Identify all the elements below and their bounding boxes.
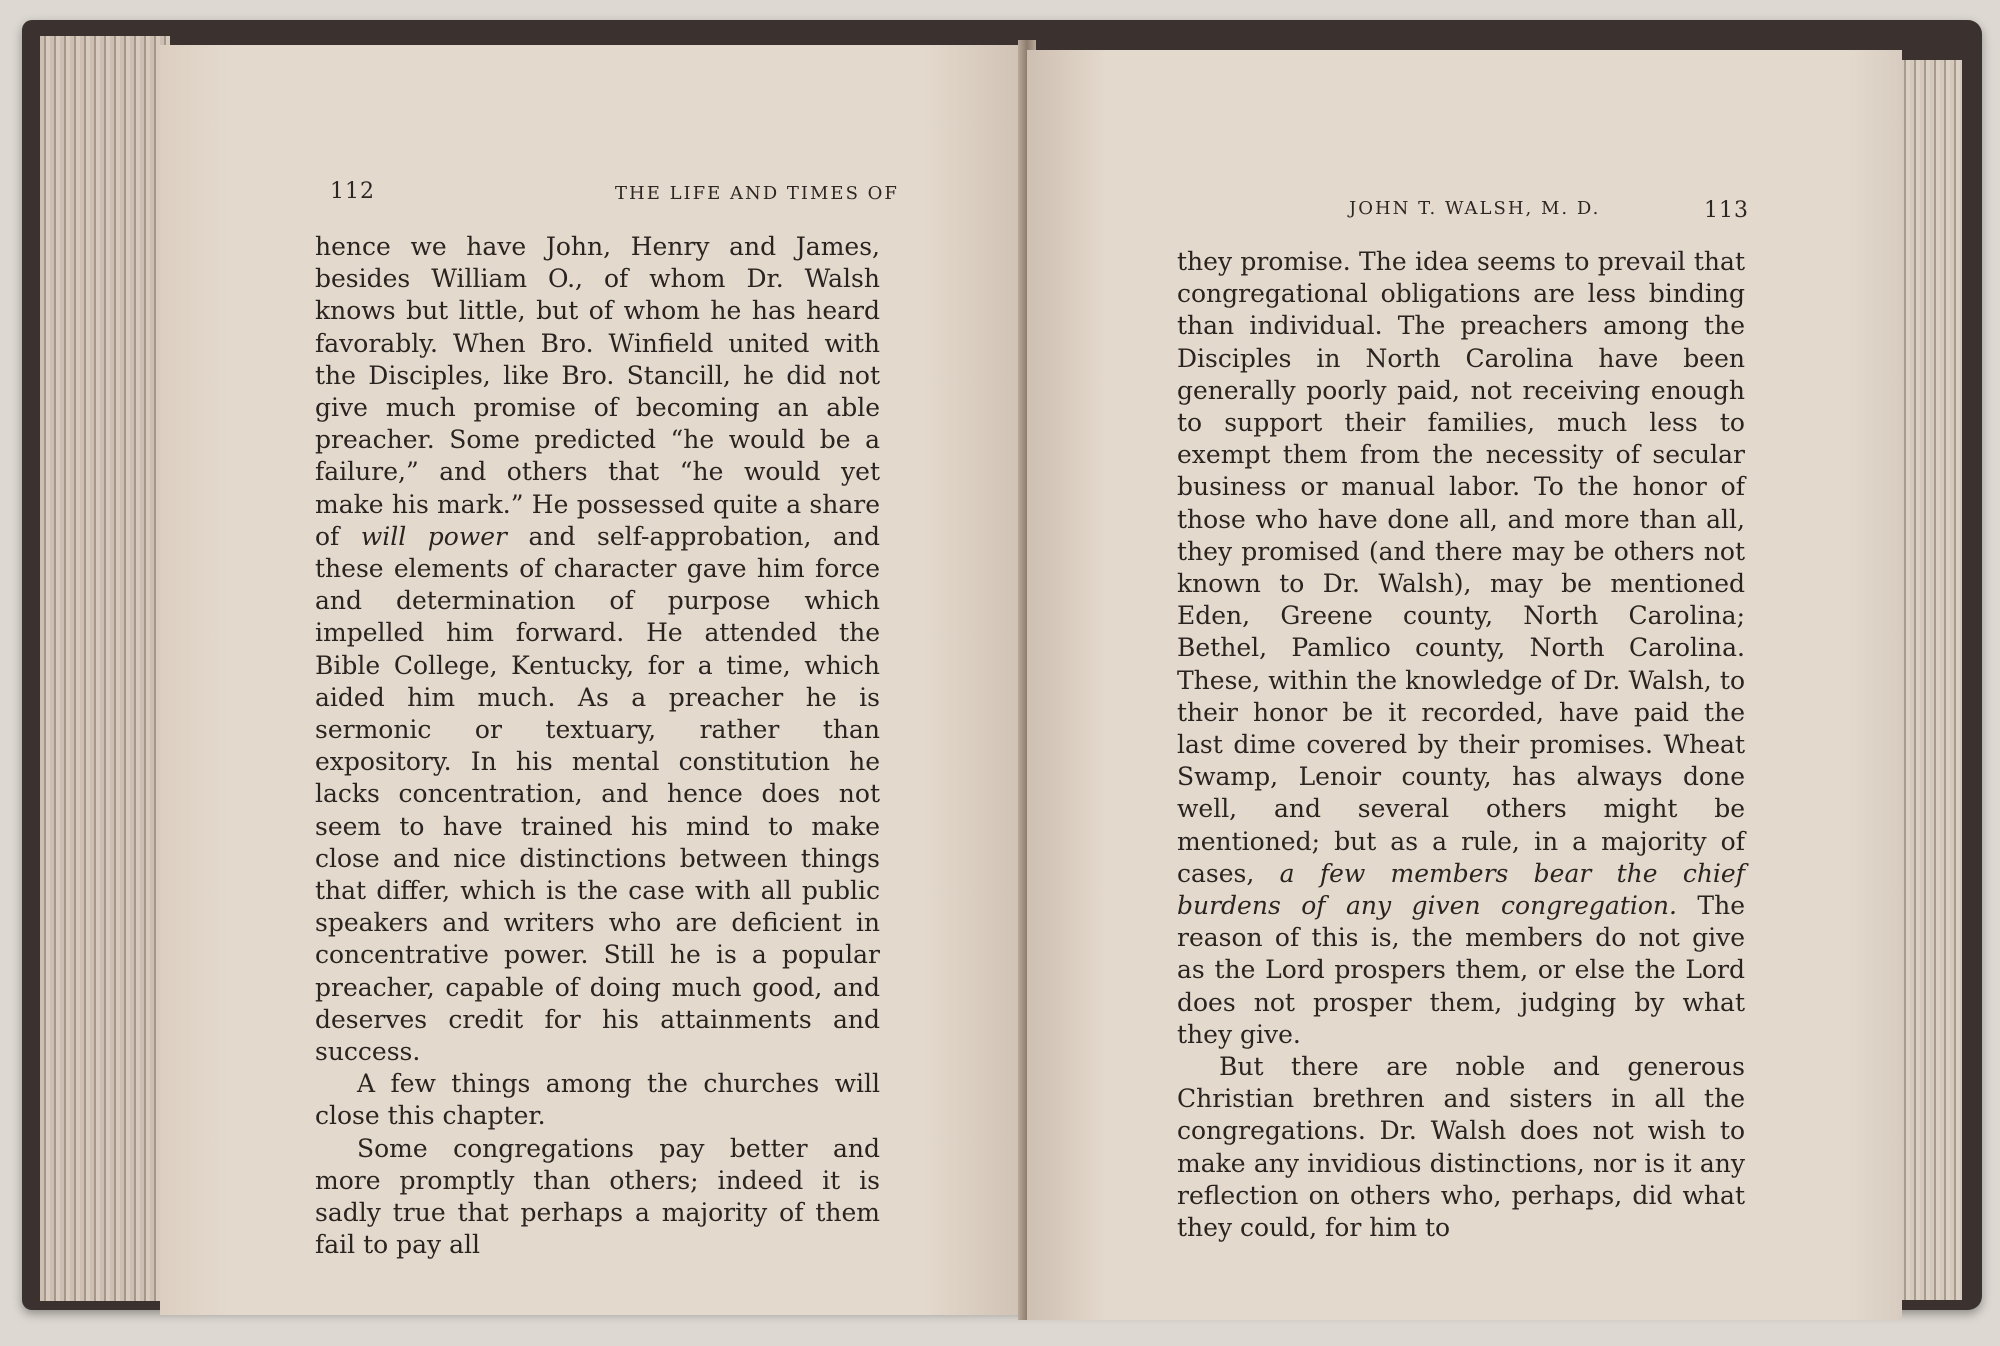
running-head [315, 183, 899, 204]
paragraph: A few things among the churches will close this chapter. [315, 1069, 880, 1131]
paragraph: But there are noble and generous Christian brethren and sisters in all the congregations. Dr. Walsh does not wish to make any invidious distinctions, nor is it any reflection on others who, perhaps, did what they could, for him to [1177, 1052, 1745, 1243]
body-text [1177, 246, 1745, 1244]
paragraph-text-rest: The reason of this is, the members do not give as the Lord prospers them, or else the Lord does not prosper them, judging by what they give. [1177, 891, 1745, 1049]
right-page [1027, 50, 1902, 1320]
page-number: 112 [330, 179, 375, 204]
paragraph [315, 231, 880, 1068]
running-head: JOHN T. WALSH, M. D. [1349, 198, 1601, 219]
body-text [315, 231, 880, 1262]
page-number: 113 [1704, 198, 1749, 223]
page-edges-left [40, 36, 170, 1301]
paragraph: Some congregations pay better and more promptly than others; indeed it is sadly true that perhaps a majority of them fail to pay all [315, 1133, 880, 1260]
paragraph-text: hence we have John, Henry and James, besides William O., of whom Dr. Walsh knows but little, but of whom he has heard favorably. When Bro. Winfield united with the Disciples, like Bro. Stancill, he did not give much promise of becoming an able preacher. Some predicted “he would be a failure,” and others that “he would yet make his mark.” He possessed quite a share of [315, 232, 880, 551]
italic-phrase: will power [360, 521, 507, 551]
left-page [160, 45, 1027, 1315]
paragraph-text-rest: and self-approbation, and these elements of character gave him force and determination of purpose which impelled him forward. He attended the Bible College, Kentucky, for a time, which aided him much. As a preacher he is sermonic or textuary, rather than expository. In his mental constitution he lacks concentration, and hence does not seem to have trained his mind to make close and nice distinctions between things that differ, which is the case with all public speakers and writers who are deficient in concentrative power. Still he is a popular preacher, capable of doing much good, and deserves credit for his attainments and success. [315, 521, 880, 1067]
page-edges-right [1900, 60, 1962, 1300]
italic-phrase: a few members bear the chief burdens of any given congregation. [1177, 858, 1745, 921]
running-head-title: THE LIFE AND TIMES OF [615, 183, 899, 204]
paragraph [1177, 246, 1745, 1051]
paragraph-text: they promise. The idea seems to prevail that congregational obligations are less binding than individual. The preachers among the Disciples in North Carolina have been generally poorly paid, not receiving enough to support their families, much less to exempt them from the necessity of secular business or manual labor. To the honor of those who have done all, and more than all, they promised (and there may be others not known to Dr. Walsh), may be mentioned Eden, Greene county, North Carolina; Bethel, Pamlico county, North Carolina. These, within the knowledge of Dr. Walsh, to their honor be it recorded, have paid the last dime covered by their promises. Wheat Swamp, Lenoir county, has always done well, and several others might be mentioned; but as a rule, in a majority of cases, [1177, 247, 1745, 888]
